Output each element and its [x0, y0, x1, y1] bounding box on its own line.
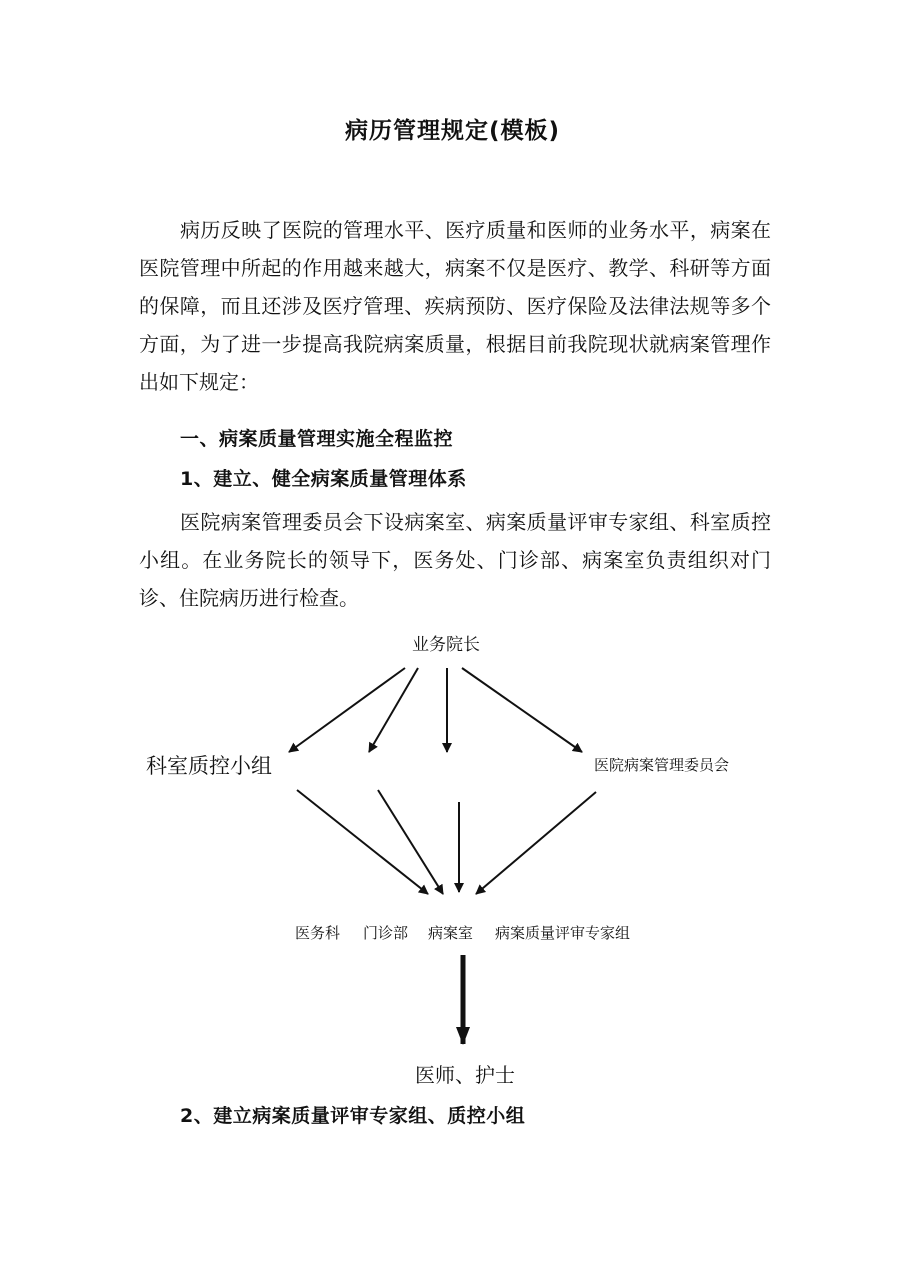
node-business-vice-president: 业务院长: [412, 635, 480, 655]
document-title: 病历管理规定(模板): [344, 118, 561, 144]
subsection-2-heading: 2、建立病案质量评审专家组、质控小组: [180, 1105, 526, 1127]
node-doctors-nurses: 医师、护士: [415, 1063, 515, 1087]
arrow-top-to-mid-left: [369, 668, 418, 752]
subsection-1-heading: 1、建立、健全病案质量管理体系: [180, 468, 467, 490]
node-department-qc-team: 科室质控小组: [146, 754, 272, 778]
node-medical-record-room: 病案室: [428, 924, 474, 942]
node-medical-affairs: 医务科: [295, 924, 341, 942]
node-outpatient-dept: 门诊部: [363, 924, 409, 942]
arrow-right-to-group: [476, 792, 596, 894]
subsection-1-paragraph: 医院病案管理委员会下设病案室、病案质量评审专家组、科室质控小组。在业务院长的领导下，医务处、门诊部、病案室负责组织对门诊、住院病历进行检查。: [139, 510, 771, 610]
section-1-heading: 一、病案质量管理实施全程监控: [180, 428, 454, 450]
arrow-top-to-left: [289, 668, 405, 752]
node-medical-record-committee: 医院病案管理委员会: [594, 756, 730, 774]
arrow-left-to-group: [297, 790, 428, 894]
arrow-top-to-right: [462, 668, 582, 752]
node-quality-review-panel: 病案质量评审专家组: [495, 924, 631, 942]
intro-paragraph: 病历反映了医院的管理水平、医疗质量和医师的业务水平，病案在医院管理中所起的作用越来越大，病案不仅是医疗、教学、科研等方面的保障，而且还涉及医疗管理、疾病预防、医疗保险及法律法规等多个方面，为了进一步提高我院病案质量，根据目前我院现状就病案管理作出如下规定：: [139, 218, 771, 394]
arrow-midleft-to-group: [378, 790, 443, 894]
